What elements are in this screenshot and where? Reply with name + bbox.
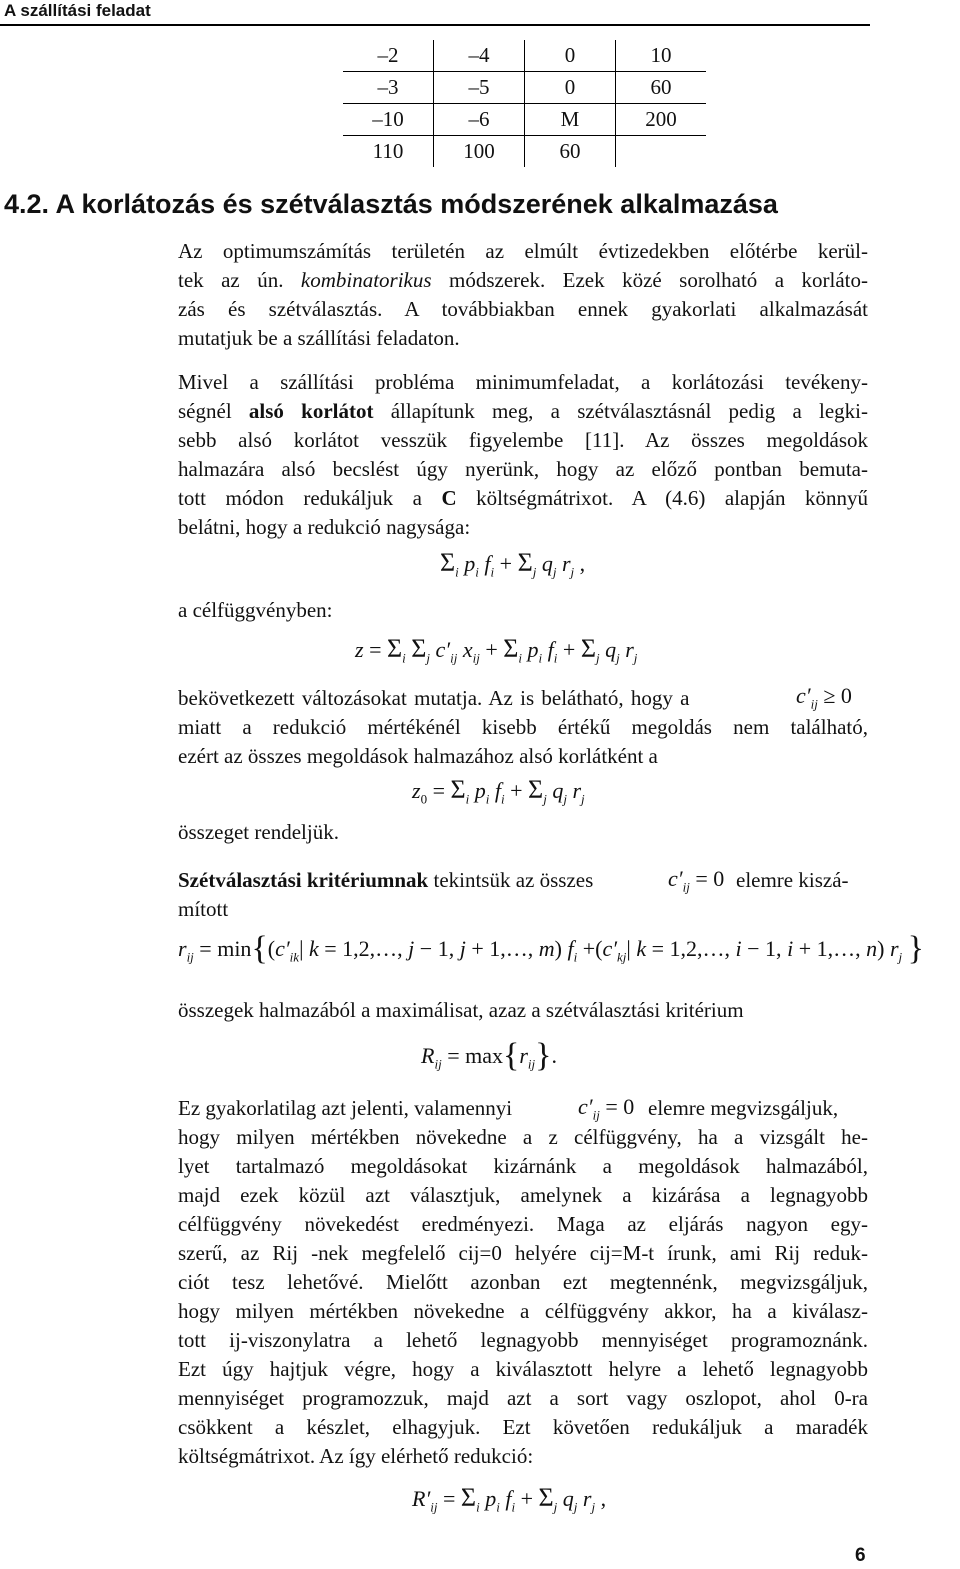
running-header bbox=[0, 0, 870, 26]
inline-formula: $c'_{ij} = 0$ bbox=[668, 866, 725, 895]
text-span: Ez gyakorlatilag azt jelenti, valamennyi bbox=[178, 1096, 513, 1120]
text-span: tek az ún. bbox=[178, 268, 301, 292]
matrix-cell: 60 bbox=[525, 136, 616, 168]
text-line: Ezt úgy hajtjuk végre, hogy a kiválasztott helyre a lehető legnagyobb bbox=[178, 1357, 868, 1381]
text-line: belátni, hogy a redukció nagysága: bbox=[178, 515, 471, 539]
text-line: miatt a redukció mértékénél kisebb értékű megoldás nem található, bbox=[178, 715, 868, 739]
formula-lower-bound: $z_0 = \Sigma_i$ $p_i$ $f_i + \Sigma_j$ $q_j$ $r_j$ bbox=[412, 775, 585, 807]
text-line: majd ezek közül azt választjuk, amelynek a kizárása a legnagyobb bbox=[178, 1183, 868, 1207]
paragraph-intro bbox=[178, 237, 868, 353]
text-span: elemre megvizsgáljuk, bbox=[648, 1096, 839, 1120]
text-line: sebb alsó korlátot vesszük figyelembe [11]. Az összes megoldások bbox=[178, 428, 868, 452]
text-span: költségmátrixot. A (4.6) alapján könnyű bbox=[456, 486, 868, 510]
cost-matrix bbox=[343, 40, 706, 167]
paragraph-procedure bbox=[178, 1094, 868, 1471]
paragraph-change bbox=[178, 684, 868, 771]
formula-R-prime: $R'_{ij} = \Sigma_i$ $p_i$ $f_i + \Sigma_j$ $q_j$ $r_j$ , bbox=[412, 1483, 607, 1515]
section-title: 4.2. A korlátozás és szétválasztás módszerének alkalmazása bbox=[4, 189, 778, 219]
text-span: tekintsük az összes bbox=[428, 868, 594, 892]
text-line: célfüggvény növekedést eredményezi. Maga az eljárás nagyon egy- bbox=[178, 1212, 868, 1236]
text-line: hogy milyen mértékben növekedne a célfüggvény akkor, ha a kiválasz- bbox=[178, 1299, 868, 1323]
formula-Rij: $R_{ij} = \max\{r_{ij}\}$. bbox=[421, 1037, 557, 1074]
matrix-cell bbox=[616, 136, 707, 168]
text-line: ciót tesz lehetővé. Mielőtt azonban ezt megtennénk, megvizsgáljuk, bbox=[178, 1270, 868, 1294]
text-line: hogy milyen mértékben növekedne a z célfüggvény, ha a vizsgált he- bbox=[178, 1125, 868, 1149]
paragraph-objective bbox=[178, 596, 868, 625]
text-line: Mivel a szállítási probléma minimumfeladat, a korlátozási tevékeny- bbox=[178, 370, 868, 394]
text-line: mított bbox=[178, 897, 229, 921]
text-line bbox=[178, 484, 868, 513]
inline-formula: $c'_{ij} = 0$ bbox=[578, 1094, 635, 1123]
inline-formula: $c'_{ij} \ge 0$ bbox=[796, 683, 852, 712]
matrix-cell: –6 bbox=[434, 104, 525, 136]
matrix-cell: 10 bbox=[616, 40, 707, 72]
matrix-cell: –5 bbox=[434, 72, 525, 104]
text-line: a célfüggvényben: bbox=[178, 598, 333, 622]
bold-text: alsó korlátot bbox=[248, 399, 374, 423]
matrix-cell: 200 bbox=[616, 104, 707, 136]
text-line: tott ij-viszonylatra a lehető legnagyobb mennyiséget programoznánk. bbox=[178, 1328, 868, 1352]
matrix-cell: –10 bbox=[343, 104, 434, 136]
page-number: 6 bbox=[855, 1545, 866, 1566]
text-span: módszerek. Ezek közé sorolható a korláto- bbox=[431, 268, 868, 292]
text-span: elemre kiszá- bbox=[736, 868, 849, 892]
text-line bbox=[178, 1094, 868, 1123]
text-span: bekövetkezett változásokat mutatja. Az is belátható, hogy a bbox=[178, 686, 690, 710]
matrix-row bbox=[343, 136, 706, 168]
bold-text: C bbox=[441, 486, 457, 510]
matrix-cell: 0 bbox=[525, 40, 616, 72]
text-line: mennyiséget programozzuk, majd azt a sort vagy oszlopot, ahol 0-ra bbox=[178, 1386, 868, 1410]
matrix-cell: M bbox=[525, 104, 616, 136]
matrix-cell: –3 bbox=[343, 72, 434, 104]
paragraph-lower-bound bbox=[178, 368, 868, 542]
text-span: tott módon redukáljuk a bbox=[178, 486, 442, 510]
formula-rij: $r_{ij} = \min\{(c'_{ik}|$ k = 1,2,…, j − 1, j + 1,…, m) $f_i +(c'_{kj}|$ k = 1,2,…, i − 1, i + 1,…, n) $r_j$ } bbox=[178, 930, 924, 967]
text-line: lyet tartalmazó megoldásokat kizárnánk a megoldások halmazából, bbox=[178, 1154, 868, 1178]
text-span: ségnél bbox=[178, 399, 249, 423]
text-line: szerű, az Rij -nek megfelelő cij=0 helyére cij=M-t írunk, ami Rij reduk- bbox=[178, 1241, 868, 1265]
text-line: mutatjuk be a szállítási feladaton. bbox=[178, 326, 460, 350]
text-span: állapítunk meg, a szétválasztásnál pedig a legki- bbox=[373, 399, 868, 423]
emphasis-text: kombinatorikus bbox=[300, 268, 432, 292]
paragraph-max bbox=[178, 996, 868, 1025]
text-line: halmazára alsó becslést úgy nyerünk, hogy az előző pontban bemuta- bbox=[178, 457, 868, 481]
text-line: zás és szétválasztás. A továbbiakban ennek gyakorlati alkalmazását bbox=[178, 297, 868, 321]
paragraph-criterion bbox=[178, 866, 868, 924]
formula-reduction: $\Sigma_i$ $p_i$ $f_i + \Sigma_j$ $q_j$ $r_j$ , bbox=[440, 548, 586, 580]
matrix-row bbox=[343, 104, 706, 136]
text-line: csökkent a készlet, elhagyjuk. Ezt követően redukáljuk a maradék bbox=[178, 1415, 868, 1439]
text-line: összeget rendeljük. bbox=[178, 820, 339, 844]
paragraph-sum bbox=[178, 818, 868, 847]
bold-text: Szétválasztási kritériumnak bbox=[178, 868, 429, 892]
matrix-cell: –2 bbox=[343, 40, 434, 72]
matrix-cell: 110 bbox=[343, 136, 434, 168]
matrix-cell: 100 bbox=[434, 136, 525, 168]
running-header-title: A szállítási feladat bbox=[4, 1, 151, 20]
matrix-cell: 60 bbox=[616, 72, 707, 104]
matrix-cell: 0 bbox=[525, 72, 616, 104]
formula-objective: $z = \Sigma_i$ $\Sigma_j$ $c'_{ij}$ $x_{ij} + \Sigma_i$ $p_i$ $f_i + \Sigma_j$ $q_j$ $r_j$ bbox=[355, 634, 638, 666]
text-line: költségmátrixot. Az így elérhető redukció: bbox=[178, 1444, 534, 1468]
text-line bbox=[178, 397, 868, 426]
text-line bbox=[178, 684, 868, 713]
matrix-row bbox=[343, 72, 706, 104]
text-line: ezért az összes megoldások halmazához alsó korlátként a bbox=[178, 744, 658, 768]
text-line: összegek halmazából a maximálisat, azaz a szétválasztási kritérium bbox=[178, 998, 744, 1022]
text-line bbox=[178, 266, 868, 295]
matrix-row bbox=[343, 40, 706, 72]
text-line bbox=[178, 866, 868, 895]
matrix-cell: –4 bbox=[434, 40, 525, 72]
text-line: Az optimumszámítás területén az elmúlt évtizedekben előtérbe kerül- bbox=[178, 239, 868, 263]
